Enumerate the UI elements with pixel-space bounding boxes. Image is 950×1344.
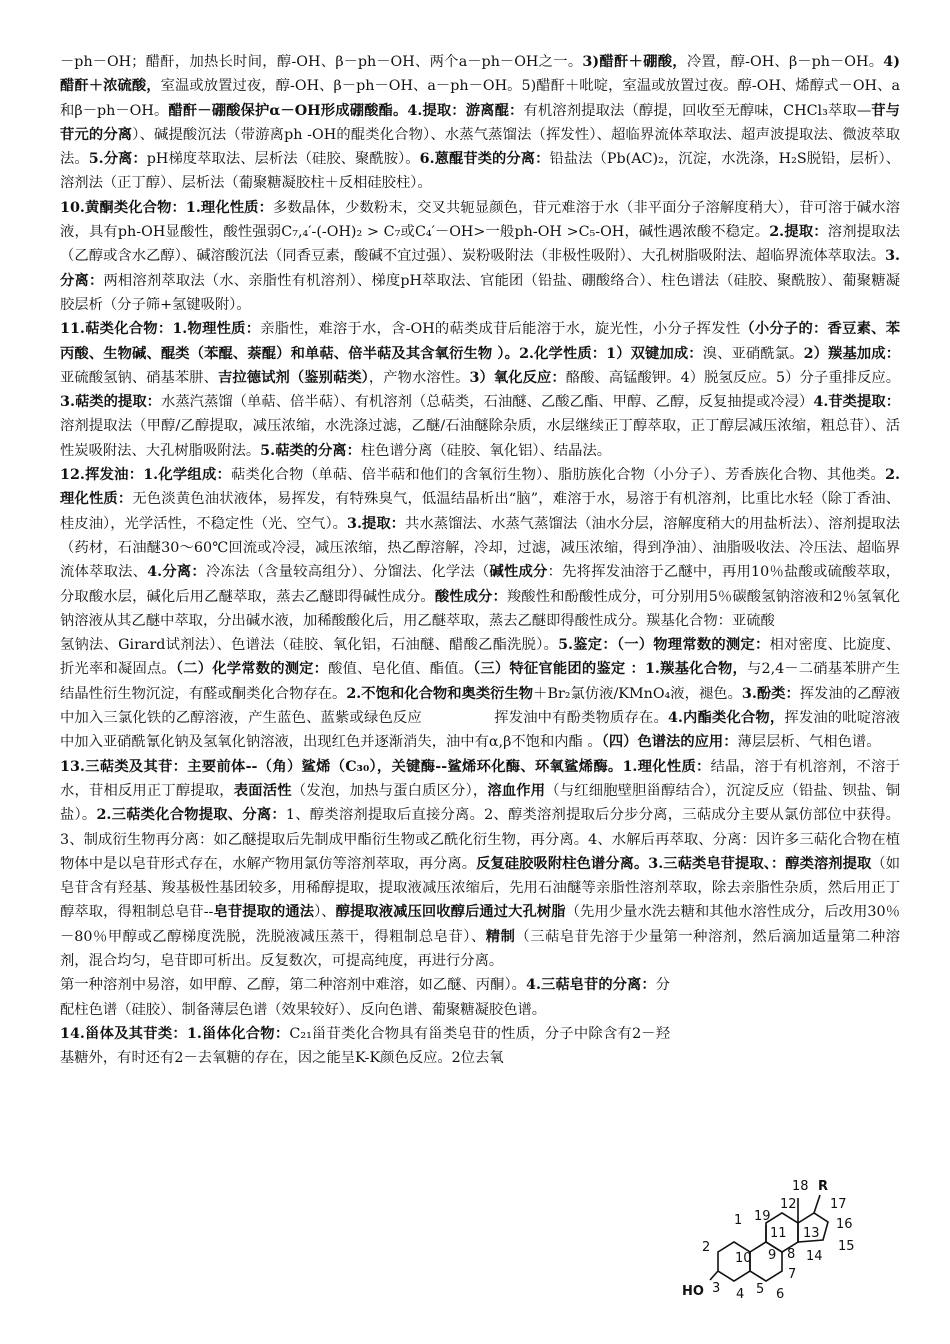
carbon-number-17: 17 [830, 1197, 847, 1212]
carbon-number-6: 6 [776, 1287, 785, 1302]
bold-run: （小分子的：香豆素、苯丙酸、生物碱、醌类（苯醌、萘醌）和单萜、倍半萜及其含氧衍生物 ）。2.化学性质：1）双键加成： [60, 321, 900, 362]
carbon-number-9: 9 [768, 1248, 777, 1263]
bold-run: 4.内酯类化合物， [667, 710, 785, 727]
bold-run: 2.理化性质： [60, 467, 900, 508]
carbon-number-11: 11 [770, 1226, 787, 1241]
paragraph-volatile-oils [60, 463, 900, 633]
carbon-number-15: 15 [838, 1239, 855, 1254]
text-run: ＋Br₂氯仿液/KMnO₄液，褪色。 [533, 685, 742, 702]
bold-run: （三）特征官能团的鉴定 ：1.羰基化合物， [473, 661, 748, 678]
text-run: （先用少量水洗去糖和其他水溶性成分，后改用30％－80％甲醇或乙醇梯度洗脱，洗脱液减压蒸干，得粗制总皂苷）、 [60, 904, 900, 945]
carbon-number-19: 19 [754, 1209, 771, 1224]
text-run: （与红细胞壁胆甾醇结合），沉淀反应（铅盐、钡盐、铜盐）。 [60, 782, 901, 824]
carbon-number-13: 13 [803, 1226, 820, 1241]
text-run: ：先将挥发油溶于乙醚中，再用10％盐酸或硫酸萃取，分取酸水层，碱化后用乙醚萃取，蒸去乙醚即得碱性成分。 [60, 564, 901, 605]
text-run: 溶剂提取法（甲醇/乙醇提取，减压浓缩，水洗涤过滤，乙醚/石油醚除杂质，水层继续正丁醇萃取，正丁醇层减压浓缩，粗总苷）、活性炭吸附法、大孔树脂吸附法。 [60, 418, 900, 459]
bold-run: 10.黄酮类化合物：1.理化性质： [60, 199, 274, 216]
bold-run: 3.萜类的提取： [60, 394, 161, 411]
ho-label: HO [682, 1284, 704, 1299]
bold-run: 4.分离： [147, 564, 206, 581]
bold-run: 12.挥发油：1.化学组成： [60, 467, 232, 484]
paragraph-saponin-separation [60, 973, 670, 1022]
r-bond [814, 1195, 820, 1213]
paragraph-terpenoids [60, 317, 900, 463]
text-run: 薄层层析、气相色谱。 [737, 734, 881, 751]
bold-run: 5.分离： [88, 151, 147, 168]
bold-run: 皂苷提取的通法 [213, 904, 315, 921]
carbon-number-5: 5 [756, 1282, 765, 1297]
text-run: pH梯度萃取法、层析法（硅胶、聚酰胺）。 [146, 151, 420, 168]
carbon-number-12: 12 [780, 1197, 797, 1212]
bold-run: （二）化学常数的测定： [175, 661, 329, 678]
text-run: 冷冻法（含量较高组分）、分馏法、化学法（ [205, 564, 490, 581]
text-run: 共水蒸馏法、水蒸气蒸馏法（油水分层，溶解度稍大的用盐析法）、溶剂提取法（药材，石油醚30～60℃回流或冷浸，减压浓缩，热乙醇溶解，冷却，过滤，减压浓缩，得到净油）、油脂吸收法、冷压法、超临界流体萃取法、 [60, 515, 900, 581]
text-run: 两相溶剂萃取法（水、亲脂性有机溶剂）、梯度pH萃取法、官能团（铅盐、硼酸络合）、柱色谱法（硅胶、聚酰胺）、葡聚糖凝胶层析（分子筛+氢键吸附）。 [60, 272, 901, 313]
bold-run: 4.苷类提取： [813, 394, 900, 411]
ho-bond [710, 1271, 718, 1280]
carbon-number-1: 1 [734, 1213, 743, 1228]
ring-b [750, 1242, 782, 1281]
carbon-number-18: 18 [792, 1179, 809, 1194]
bold-run: 2）羰基加成： [803, 345, 900, 362]
text-run: ）、碱提酸沉法（带游离ph -OH的醌类化合物）、水蒸气蒸馏法（挥发性）、超临界流体萃取法、超声波提取法、微波萃取法。 [60, 126, 900, 168]
bold-run: 13.三萜类及其苷：主要前体--（角）鲨烯（C₃₀），关键酶--鲨烯环化酶、环氧鲨烯酶。1.理化性质： [60, 758, 711, 775]
text-run: ）、 [314, 904, 336, 921]
text-run: 溶剂提取法（乙醇或含水乙醇）、碱溶酸沉法（同香豆素，酸碱不宜过强）、炭粉吸附法（非极性吸附）、大孔树脂吸附法、超临界流体萃取法。 [60, 224, 900, 265]
steroid-skeleton-structure [670, 1150, 910, 1310]
steroid-skeleton-drawing [670, 1150, 910, 1310]
text-run: 羧酸性和酚酸性成分，可分别用5％碳酸氢钠溶液和2％氢氧化钠溶液从其乙醚中萃取，分出碱水液，加稀酸酸化后，用乙醚萃取，蒸去乙醚即得酸性成分。羰基化合物：亚硫酸 [60, 588, 900, 629]
carbon-number-16: 16 [836, 1217, 853, 1232]
text-run: －ph－OH；醋酐，加热长时间，醇-OH、β－ph－OH、两个a－ph－OH之一。 [60, 54, 583, 70]
text-run: 冷置，醇-OH、β－ph－OH。 [686, 54, 884, 70]
text-beside-structure [60, 973, 670, 1070]
bold-run: 醋酐－硼酸保护α－OH形成硼酸酯。4.提取：游离醌： [168, 102, 524, 119]
bold-run: 2.提取： [769, 224, 828, 241]
text-run: 结晶，溶于有机溶剂，不溶于水，苷相反用正丁醇提取， [60, 758, 900, 799]
paragraph-steroids [60, 1022, 670, 1071]
bold-run: 2.不饱和化合物和奥类衍生物 [346, 685, 534, 702]
text-run: （如皂苷含有羟基、羧基极性基团较多，用稀醇提取，提取液减压浓缩后，先用石油醚等亲脂性溶剂萃取，除去亲脂性杂质，然后用正丁醇萃取，得粗制总皂苷-- [60, 855, 901, 921]
document-body [60, 50, 900, 1070]
text-run: 水蒸汽蒸馏（单萜、倍半萜）、有机溶剂（总萜类，石油醚、乙酸乙酯、甲醇、乙醇，反复抽提或冷浸） [161, 394, 814, 411]
bold-run: 溶血作用 [487, 782, 546, 799]
bold-run: 反复硅胶吸附柱色谱分离。3.三萜类皂苷提取、：醇类溶剂提取 [476, 855, 872, 872]
text-run: 有机溶剂提取法（醇提，回收至无醇味，CHCl₃萃取— [523, 102, 872, 119]
text-run: 柱色谱分离（硅胶、氧化铝）、结晶法。 [360, 442, 612, 459]
bold-run: 吉拉德试剂（鉴别萜类） [218, 369, 369, 386]
text-run: 亚硫酸氢钠、硝基苯肼、 [60, 369, 219, 386]
bold-run: 表面活性 [233, 782, 292, 799]
text-run: 溴、亚硝酰氯。 [702, 345, 804, 362]
bold-run: 苷与苷元的分离 [60, 102, 900, 143]
bold-run: 4.三萜皂苷的分离： [526, 977, 656, 994]
bold-run: 碱性成分 [489, 564, 548, 581]
bold-run: 6.蒽醌苷类的分离： [419, 151, 550, 168]
text-run: 多数晶体，少数粉末，交叉共轭显颜色，苷元难溶于水（非平面分子溶解度稍大），苷可溶于碱水溶液，具有ph-OH显酸性，酸性强弱C₇,₄′-(-OH)₂ > C₇或C₄′－OH>一般ph-OH >C₅-OH，碱性遇浓酸不稳定。 [60, 199, 900, 241]
paragraph-identification [60, 633, 900, 754]
text-run: 酸值、皂化值、酯值。 [328, 661, 474, 678]
carbon-number-10: 10 [735, 1251, 752, 1266]
text-run: C₂₁甾苷类化合物具有甾类皂苷的性质，分子中除含有2－羟基糖外，有时还有2－去氧糖的存在，因之能呈K-K颜色反应。2位去氧 [60, 1025, 671, 1067]
text-run: 铅盐法（Pb(AC)₂，沉淀，水洗涤，H₂S脱铅，层析）、溶剂法（正丁醇）、层析法（葡聚糖凝胶柱＋反相硅胶柱）。 [60, 151, 901, 192]
carbon-number-14: 14 [806, 1249, 823, 1264]
text-run: ，产物水溶性。 [368, 369, 470, 386]
text-run: 室温或放置过夜，醇-OH、β－ph－OH、a－ph－OH。5)醋酐＋吡啶，室温或放置过夜。醇-OH、烯醇式－OH、a和β－ph－OH。 [60, 78, 901, 119]
paragraph-triterpenoids [60, 755, 900, 974]
text-run: 氢钠法、Girard试剂法）、色谱法（硅胶、氧化铝，石油醚、醋酸乙酯洗脱）。 [60, 637, 559, 654]
carbon-number-3: 3 [712, 1281, 721, 1296]
text-run: 挥发油的吡啶溶液中加入亚硝酰氰化钠及氢氧化钠溶液，出现红色并逐渐消失，油中有α,β不饱和内酯 。 [60, 710, 900, 751]
text-run: 第一种溶剂中易溶，如甲醇、乙醇，第二种溶剂中难溶，如乙醚、丙酮）。 [60, 977, 527, 994]
bold-run: 14.甾体及其苷类：1.甾体化合物： [60, 1025, 290, 1042]
paragraph-flavonoids [60, 196, 900, 317]
text-run: 分配柱色谱（硅胶）、制备薄层色谱（效果较好）、反向色谱、葡聚糖凝胶色谱。 [60, 977, 670, 1018]
r-label: R [818, 1179, 829, 1194]
bold-run: 11.萜类化合物：1.物理性质： [60, 321, 261, 338]
bold-run: 3.分离： [60, 248, 900, 289]
text-run: （发泡，加热与蛋白质区分）， [291, 782, 488, 799]
text-run: 萜类化合物（单萜、倍半萜和他们的含氧衍生物）、脂肪族化合物（小分子）、芳香族化合物、其他类。 [231, 467, 886, 484]
bold-run: （四）色谱法的应用： [601, 734, 738, 751]
carbon-number-2: 2 [702, 1240, 711, 1255]
text-run: 与2,4－二硝基苯肼产生结晶性衍生物沉淀，有醛或酮类化合物存在。 [60, 661, 900, 702]
text-run: 酪酸、高锰酸钾。4）脱氢反应。5）分子重排反应。 [565, 369, 900, 386]
bold-run: 3）氧化反应： [469, 369, 566, 386]
bold-run: 精制 [485, 928, 516, 945]
text-run: 1、醇类溶剂提取后直接分离。2、醇类溶剂提取后分步分离，三萜成分主要从氯仿部位中获得。3、制成衍生物再分离：如乙醚提取后先制成甲酯衍生物或乙酰化衍生物，再分离。4、水解后再萃取、分离：因许多三萜化合物在植物体中是以皂苷形式存在，水解产物用氯仿等溶剂萃取，再分离。 [60, 807, 900, 872]
carbon-number-8: 8 [787, 1247, 796, 1262]
bold-run: 4)醋酐＋浓硫酸， [60, 54, 900, 95]
text-run: 相对密度、比旋度、折光率和凝固点。 [60, 637, 900, 678]
bold-run: 3.提取： [347, 515, 406, 532]
text-run: 亲脂性，难溶于水，含-OH的萜类成苷后能溶于水，旋光性，小分子挥发性 [260, 321, 741, 338]
bold-run: 3.酚类： [741, 685, 800, 702]
bold-run: 3)醋酐＋硼酸， [582, 54, 687, 70]
bold-run: 2.三萜类化合物提取、分离： [96, 807, 286, 824]
text-run: 挥发油的乙醇液中加入三氯化铁的乙醇溶液，产生蓝色、蓝紫或绿色反应 挥发油中有酚类物质存在。 [60, 685, 900, 727]
bold-run: 5.鉴定：（一）物理常数的测定： [558, 637, 770, 654]
text-run: 无色淡黄色油状液体，易挥发，有特殊臭气，低温结晶析出“脑”，难溶于水，易溶于有机溶剂，比重比水轻（除丁香油、桂皮油），光学活性，不稳定性（光、空气）。 [60, 491, 900, 532]
bold-run: 酸性成分： [434, 588, 507, 605]
text-run: （三萜皂苷先溶于少量第一种溶剂，然后滴加适量第二种溶剂，混合均匀，皂苷即可析出。反复数次，可提高纯度，再进行分离。 [60, 928, 900, 969]
carbon-number-7: 7 [788, 1267, 797, 1282]
carbon-number-4: 4 [736, 1287, 745, 1302]
paragraph-anthraquinone [60, 50, 900, 196]
bold-run: 5.萜类的分离： [260, 442, 361, 459]
bold-run: 醇提取液减压回收醇后通过大孔树脂 [335, 904, 566, 921]
